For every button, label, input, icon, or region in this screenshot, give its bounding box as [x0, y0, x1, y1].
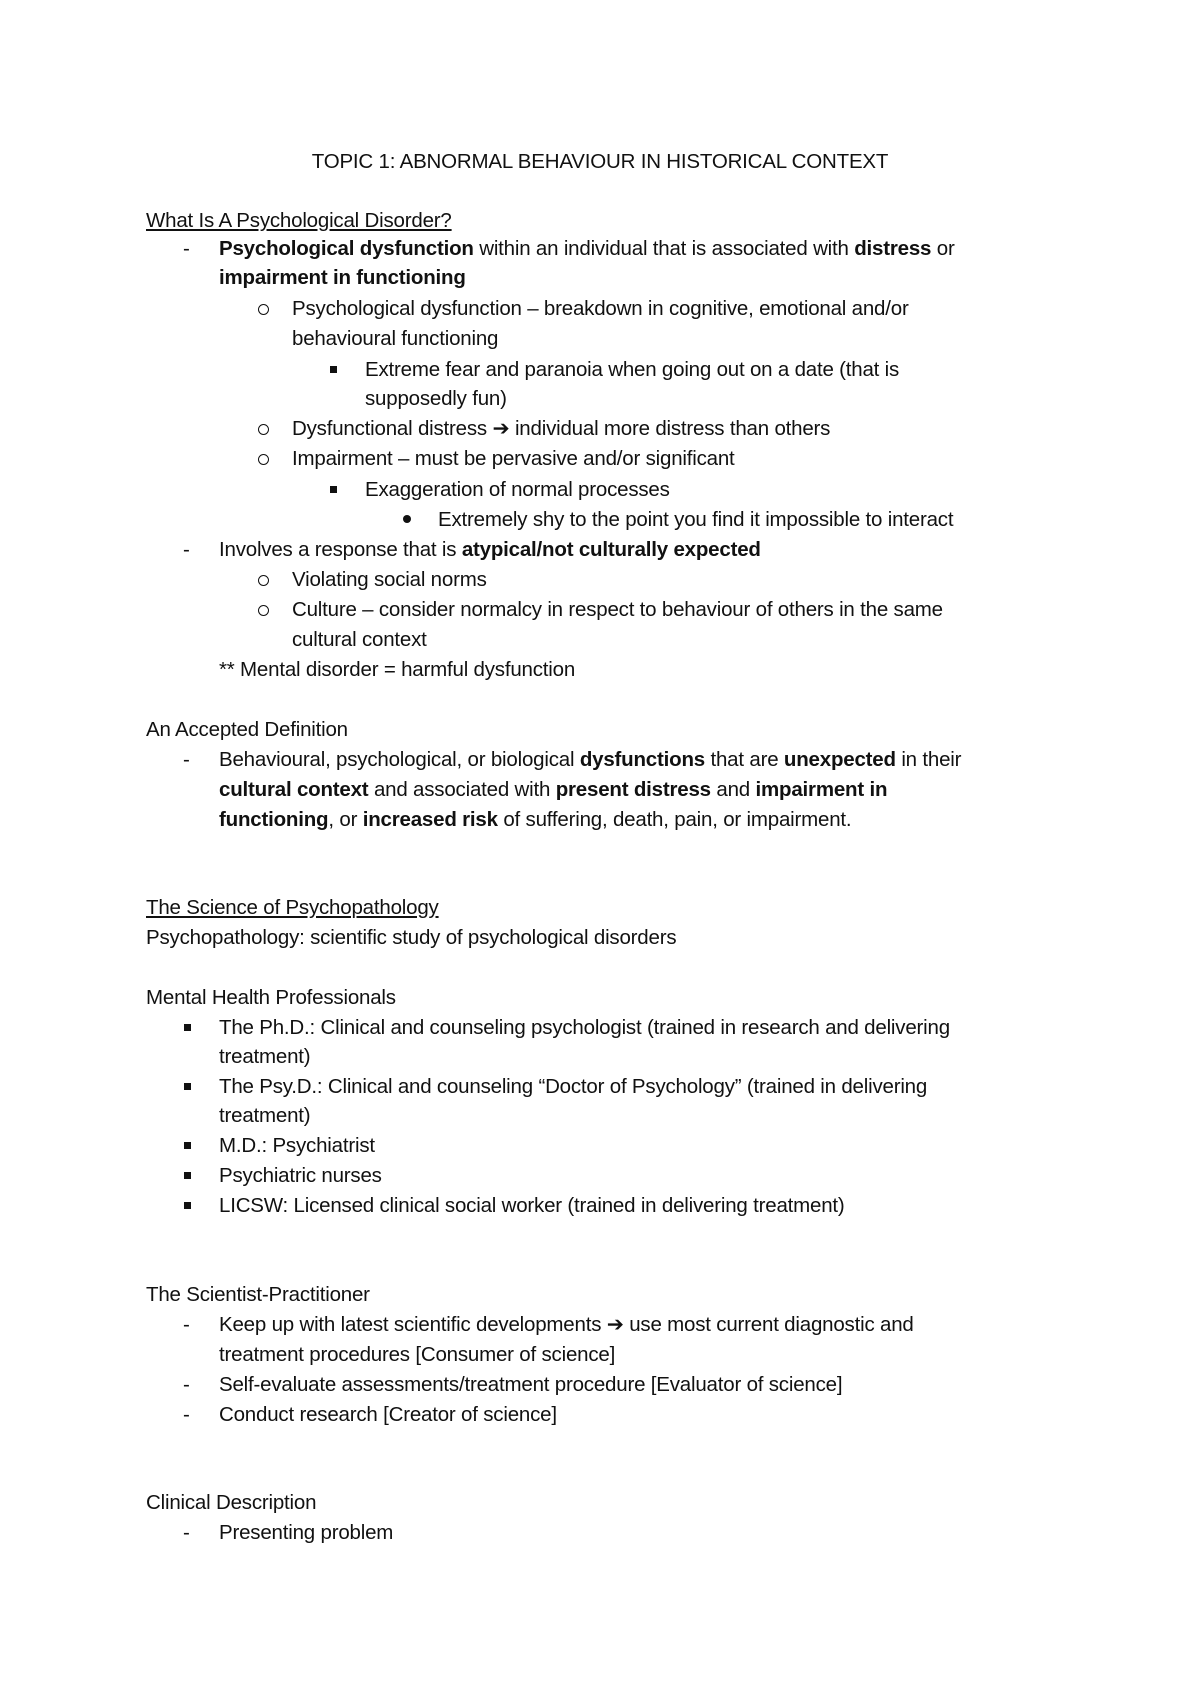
- square-bullet-icon: [184, 1142, 191, 1149]
- example-extremely-shy: Extremely shy to the point you find it impossible to interact: [438, 508, 954, 531]
- bullet-psychological-dysfunction-line2: impairment in functioning: [219, 266, 466, 289]
- bullet-atypical-response: Involves a response that is atypical/not culturally expected: [219, 538, 761, 561]
- square-bullet-icon: [184, 1024, 191, 1031]
- section-heading-science-psychopathology: The Science of Psychopathology: [146, 896, 439, 919]
- page-title: TOPIC 1: ABNORMAL BEHAVIOUR IN HISTORICAL CONTEXT: [311, 150, 889, 173]
- practitioner-consumer-line2: treatment procedures [Consumer of science]: [219, 1343, 616, 1366]
- circle-bullet-icon: [258, 304, 269, 315]
- dash-bullet: -: [183, 748, 190, 771]
- section-heading-psychological-disorder: What Is A Psychological Disorder?: [146, 209, 452, 232]
- section-heading-mental-health-professionals: Mental Health Professionals: [146, 986, 396, 1009]
- psychopathology-definition: Psychopathology: scientific study of psychological disorders: [146, 926, 677, 949]
- dash-bullet: -: [183, 1313, 190, 1336]
- practitioner-evaluator: Self-evaluate assessments/treatment procedure [Evaluator of science]: [219, 1373, 843, 1396]
- sub-bullet-violating-norms: Violating social norms: [292, 568, 487, 591]
- section-heading-clinical-description: Clinical Description: [146, 1491, 317, 1514]
- section-heading-scientist-practitioner: The Scientist-Practitioner: [146, 1283, 370, 1306]
- professional-phd-line2: treatment): [219, 1045, 311, 1068]
- professional-nurses: Psychiatric nurses: [219, 1164, 382, 1187]
- square-bullet-icon: [330, 366, 337, 373]
- professional-psyd-line1: The Psy.D.: Clinical and counseling “Doctor of Psychology” (trained in delivering: [219, 1075, 928, 1098]
- definition-line1: Behavioural, psychological, or biological dysfunctions that are unexpected in their: [219, 748, 962, 771]
- dash-bullet: -: [183, 538, 190, 561]
- section-heading-accepted-definition: An Accepted Definition: [146, 718, 348, 741]
- dash-bullet: -: [183, 237, 190, 260]
- dash-bullet: -: [183, 1403, 190, 1426]
- square-bullet-icon: [330, 486, 337, 493]
- sub-bullet-dysfunction-definition-line1: Psychological dysfunction – breakdown in cognitive, emotional and/or: [292, 297, 909, 320]
- circle-bullet-icon: [258, 454, 269, 465]
- sub-bullet-culture-line2: cultural context: [292, 628, 427, 651]
- example-fear-date-line2: supposedly fun): [365, 387, 507, 410]
- bullet-psychological-dysfunction-line1: Psychological dysfunction within an individual that is associated with distress or: [219, 237, 955, 260]
- professional-licsw: LICSW: Licensed clinical social worker (trained in delivering treatment): [219, 1194, 845, 1217]
- example-exaggeration: Exaggeration of normal processes: [365, 478, 670, 501]
- note-mental-disorder: ** Mental disorder = harmful dysfunction: [219, 658, 576, 681]
- practitioner-creator: Conduct research [Creator of science]: [219, 1403, 557, 1426]
- square-bullet-icon: [184, 1202, 191, 1209]
- circle-bullet-icon: [258, 424, 269, 435]
- circle-bullet-icon: [258, 575, 269, 586]
- sub-bullet-dysfunctional-distress: Dysfunctional distress ➔ individual more distress than others: [292, 417, 831, 440]
- round-bullet-icon: [403, 515, 411, 523]
- definition-line3: functioning, or increased risk of suffering, death, pain, or impairment.: [219, 808, 852, 831]
- sub-bullet-culture-line1: Culture – consider normalcy in respect to behaviour of others in the same: [292, 598, 943, 621]
- sub-bullet-dysfunction-definition-line2: behavioural functioning: [292, 327, 499, 350]
- dash-bullet: -: [183, 1521, 190, 1544]
- professional-psyd-line2: treatment): [219, 1104, 311, 1127]
- professional-phd-line1: The Ph.D.: Clinical and counseling psychologist (trained in research and delivering: [219, 1016, 950, 1039]
- professional-md: M.D.: Psychiatrist: [219, 1134, 375, 1157]
- definition-line2: cultural context and associated with present distress and impairment in: [219, 778, 888, 801]
- dash-bullet: -: [183, 1373, 190, 1396]
- example-fear-date-line1: Extreme fear and paranoia when going out on a date (that is: [365, 358, 900, 381]
- circle-bullet-icon: [258, 605, 269, 616]
- practitioner-consumer-line1: Keep up with latest scientific developments ➔ use most current diagnostic and: [219, 1313, 914, 1336]
- square-bullet-icon: [184, 1083, 191, 1090]
- sub-bullet-impairment: Impairment – must be pervasive and/or significant: [292, 447, 735, 470]
- square-bullet-icon: [184, 1172, 191, 1179]
- clinical-presenting-problem: Presenting problem: [219, 1521, 394, 1544]
